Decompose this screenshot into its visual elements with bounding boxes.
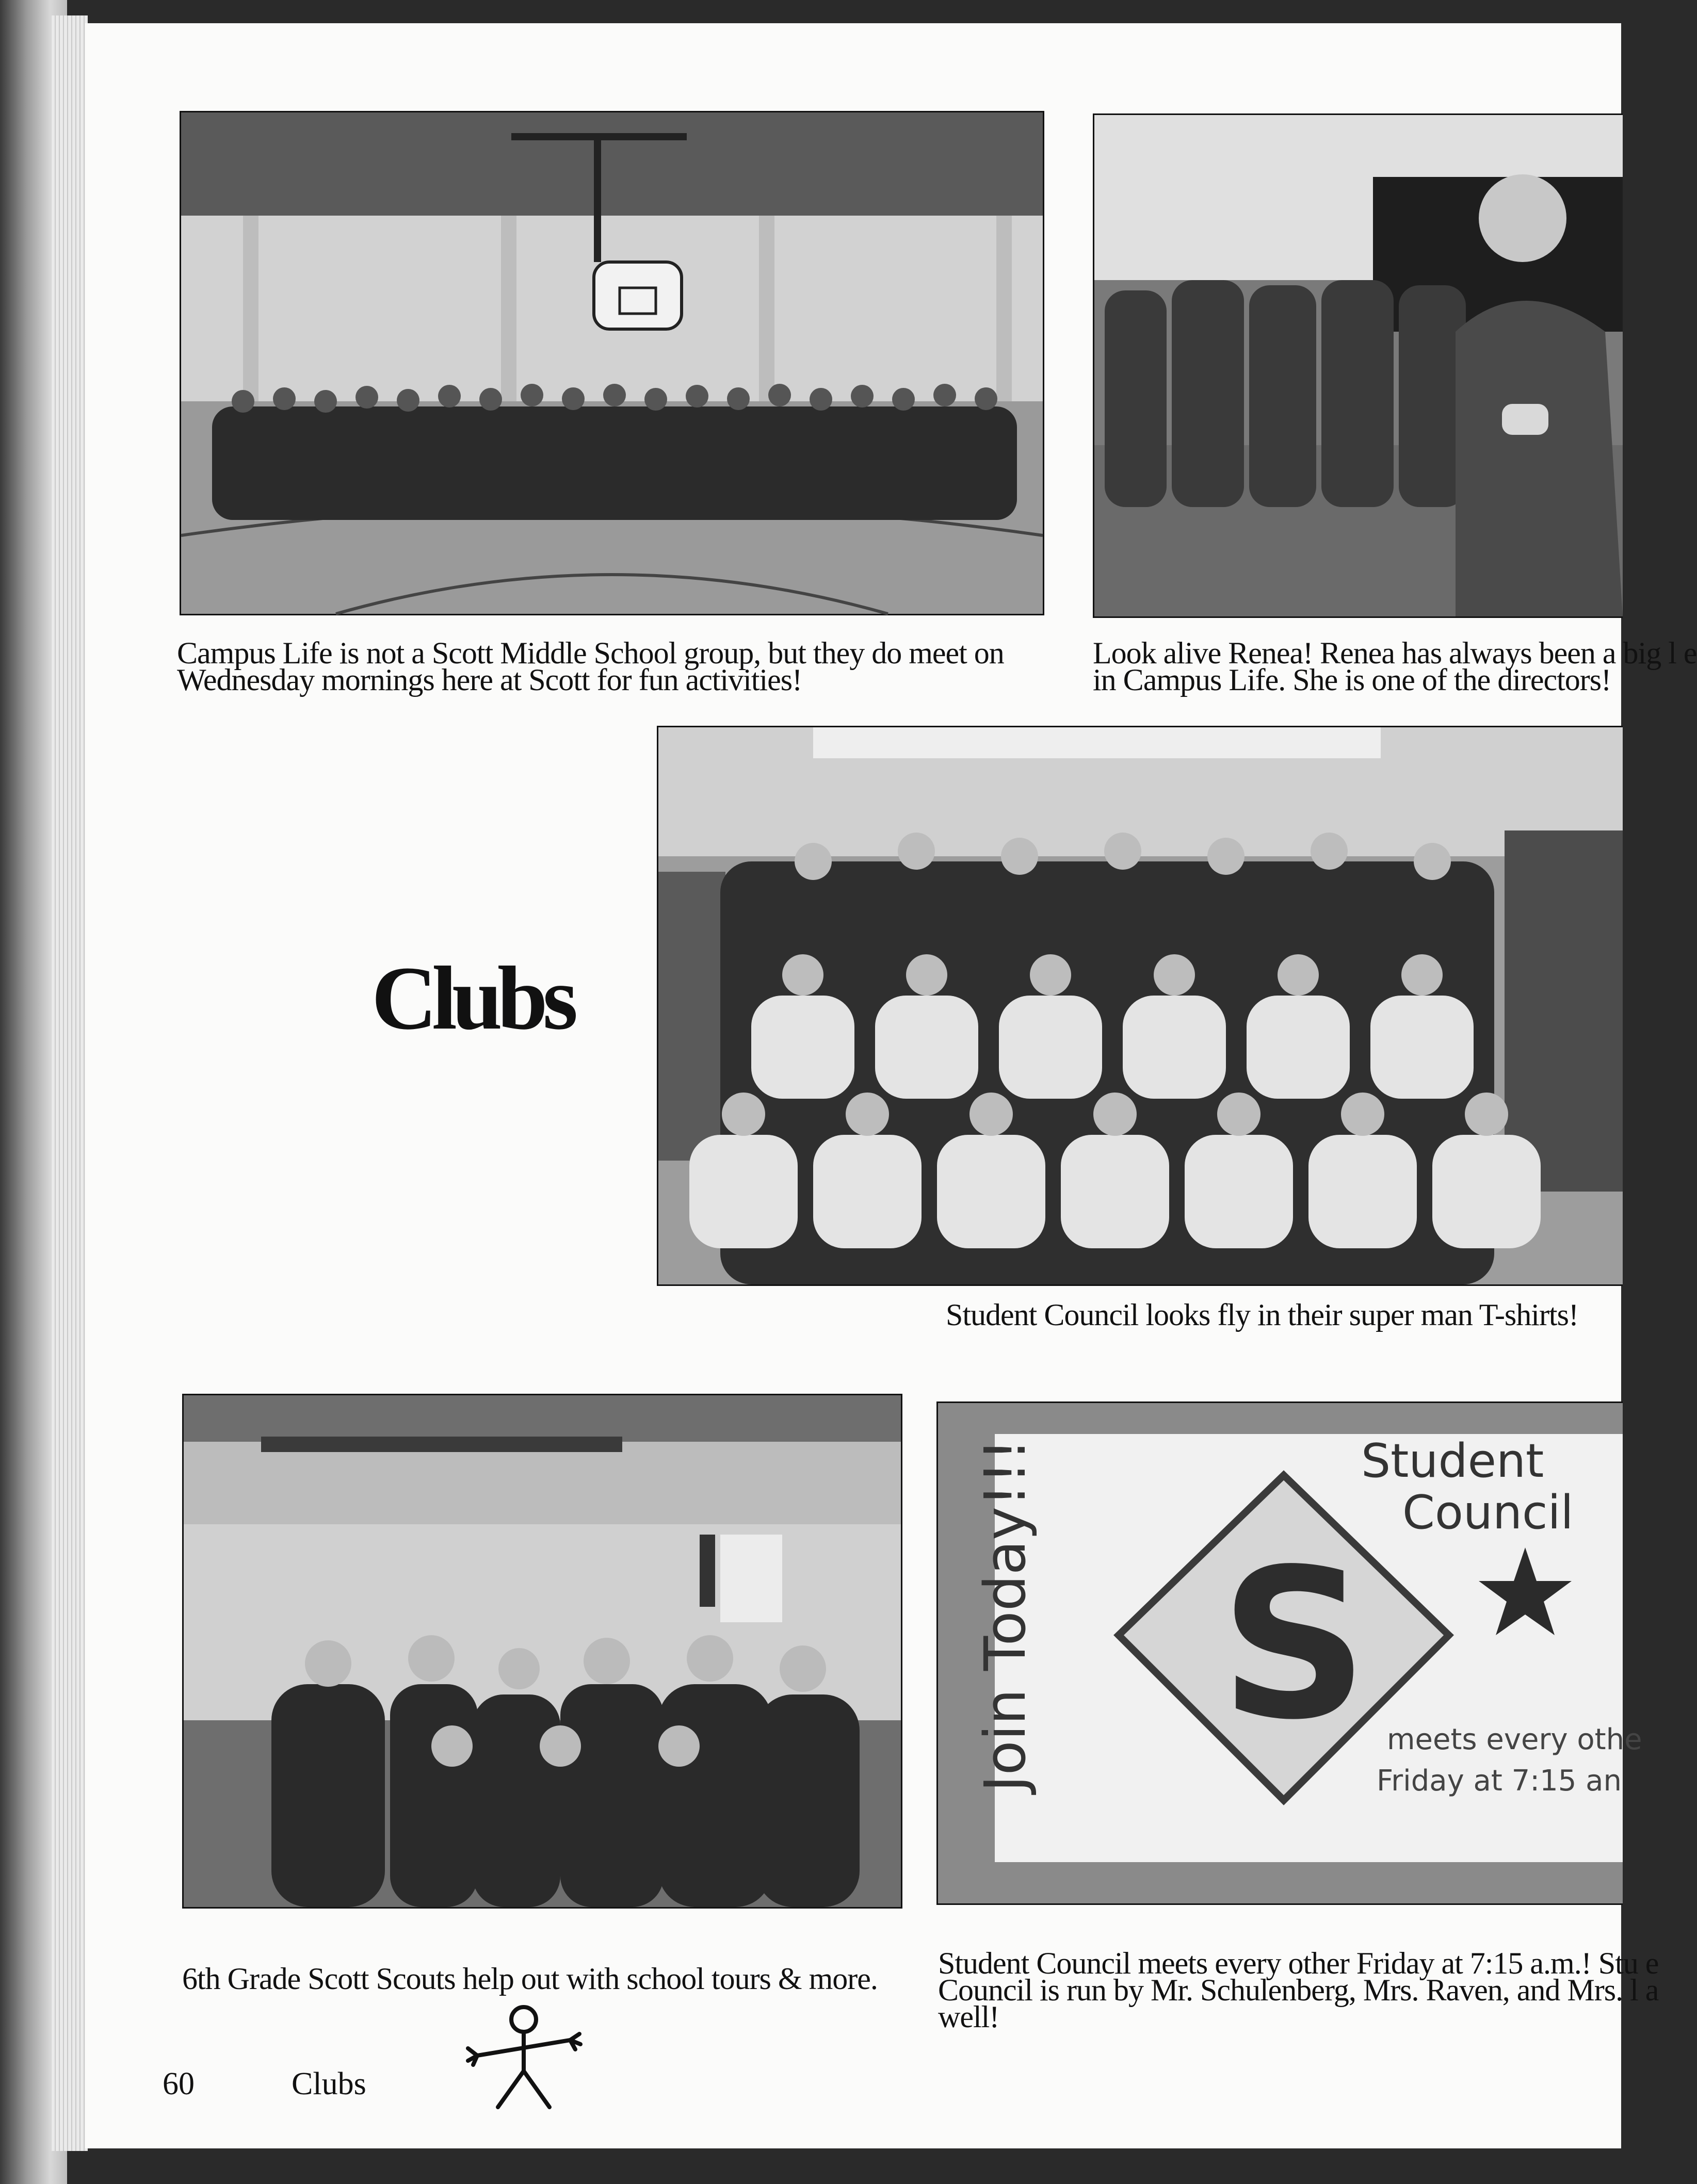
poster-s-letter: S	[1219, 1525, 1369, 1765]
meeting-caption-line2: Council is run by Mr. Schulenberg, Mrs. Raven, and Mrs. l a	[938, 1973, 1659, 2007]
campus-life-caption-line1: Campus Life is not a Scott Middle School group, but they do meet on	[177, 636, 1004, 670]
poster-note-line2: Friday at 7:15 an	[1377, 1764, 1622, 1798]
renea-caption	[1093, 636, 1697, 697]
poster-join-today: Join Today!!!	[972, 1438, 1038, 1792]
renea-photo	[1093, 113, 1623, 618]
student-council-group-photo	[657, 726, 1623, 1286]
folio-section-label: Clubs	[292, 2066, 366, 2101]
scott-scouts-caption: 6th Grade Scott Scouts help out with school tours & more.	[182, 1962, 878, 1996]
meeting-caption-line3: well!	[938, 2000, 999, 2034]
join-today-poster-photo	[936, 1401, 1642, 1905]
stick-figure-icon	[462, 2004, 586, 2117]
scott-scouts-photo	[182, 1394, 902, 1909]
poster-title-line1: Student	[1361, 1434, 1544, 1488]
renea-caption-line1: Look alive Renea! Renea has always been a big l e	[1093, 636, 1697, 670]
page-edges	[52, 15, 88, 2151]
page-number: 60	[163, 2066, 195, 2101]
meeting-caption-line1: Student Council meets every other Friday at 7:15 a.m.! Stu e	[938, 1946, 1659, 1980]
section-title: Clubs	[371, 948, 573, 1049]
poster-title-line2: Council	[1402, 1486, 1574, 1540]
student-council-meeting-caption	[938, 1946, 1659, 2034]
poster-note-line1: meets every othe	[1387, 1723, 1642, 1756]
renea-caption-line2: in Campus Life. She is one of the directors!	[1093, 663, 1611, 697]
campus-life-group-photo	[180, 111, 1044, 615]
campus-life-caption-line2: Wednesday mornings here at Scott for fun activities!	[177, 663, 802, 697]
yearbook-page	[85, 23, 1697, 2148]
student-council-caption: Student Council looks fly in their super man T-shirts!	[946, 1298, 1578, 1332]
campus-life-caption	[177, 636, 1064, 697]
